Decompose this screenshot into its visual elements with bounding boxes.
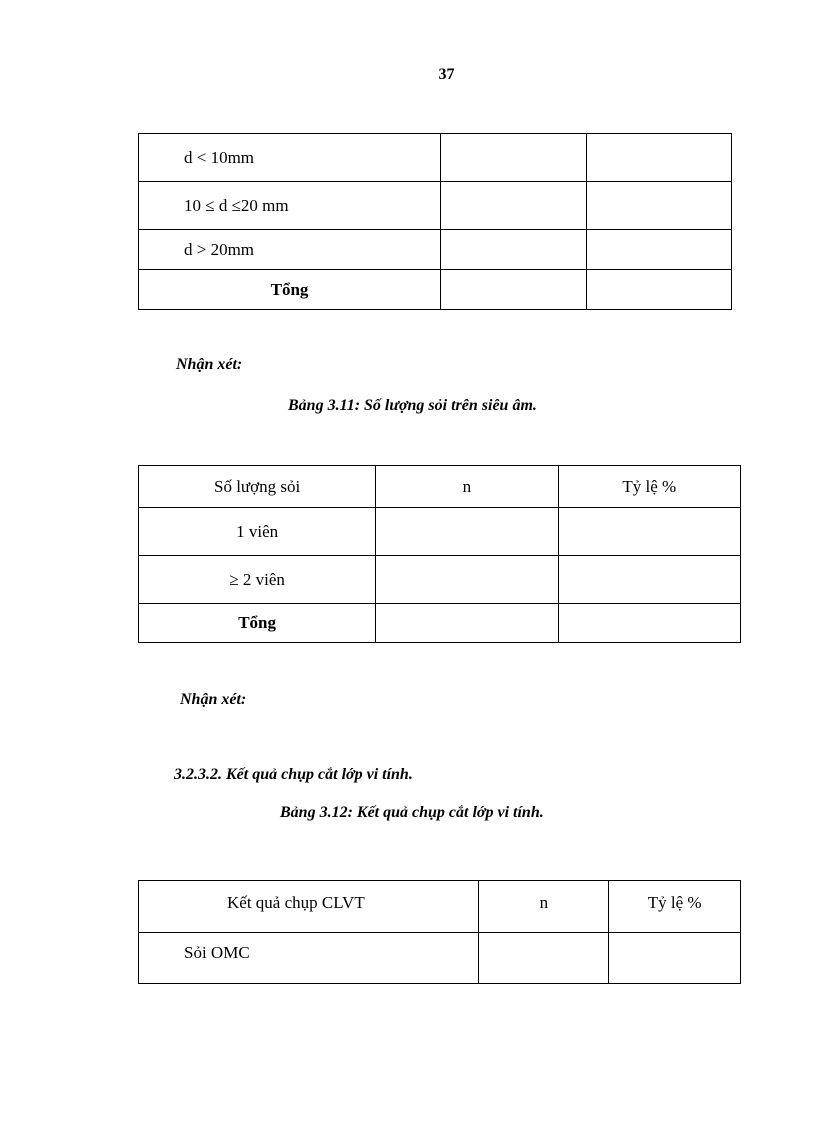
table-cell-pct [558, 508, 740, 556]
table-caption-3-12: Bảng 3.12: Kết quả chụp cắt lớp vi tính. [280, 804, 544, 821]
stone-count-table [138, 465, 741, 643]
column-header: n [376, 466, 558, 508]
column-header: Tỷ lệ % [558, 466, 740, 508]
table-caption-3-11: Bảng 3.11: Số lượng sỏi trên siêu âm. [288, 397, 537, 414]
table-cell-label: 10 ≤ d ≤20 mm [139, 182, 441, 230]
table-cell-n [441, 270, 586, 310]
remark-label: Nhận xét: [180, 691, 247, 708]
table-row [139, 270, 732, 310]
table-row [139, 230, 732, 270]
table-cell-n [441, 182, 586, 230]
table-row [139, 556, 741, 604]
table-row [139, 134, 732, 182]
table-cell-n [441, 134, 586, 182]
table-cell-pct [558, 604, 740, 643]
table-cell-pct [586, 134, 731, 182]
table-cell-label: Sỏi OMC [139, 933, 479, 984]
column-header: Số lượng sỏi [139, 466, 376, 508]
ct-result-table [138, 880, 741, 984]
column-header: Kết quả chụp CLVT [139, 881, 479, 933]
table-cell-label: 1 viên [139, 508, 376, 556]
table-cell-pct [609, 933, 741, 984]
table-cell-n [376, 556, 558, 604]
section-heading: 3.2.3.2. Kết quả chụp cắt lớp vi tính. [174, 766, 413, 783]
page-number: 37 [438, 66, 455, 83]
table-cell-label: d < 10mm [139, 134, 441, 182]
table-cell-total-label: Tổng [139, 270, 441, 310]
table-header-row [139, 881, 741, 933]
table-row [139, 933, 741, 984]
table-cell-n [376, 508, 558, 556]
table-cell-pct [586, 182, 731, 230]
column-header: n [479, 881, 609, 933]
table-cell-n [479, 933, 609, 984]
table-cell-n [441, 230, 586, 270]
column-header: Tỷ lệ % [609, 881, 741, 933]
table-row [139, 182, 732, 230]
table-row [139, 604, 741, 643]
table-cell-pct [586, 270, 731, 310]
table-header-row [139, 466, 741, 508]
table-cell-pct [586, 230, 731, 270]
table-row [139, 508, 741, 556]
table-cell-total-label: Tổng [139, 604, 376, 643]
table-cell-label: ≥ 2 viên [139, 556, 376, 604]
table-cell-n [376, 604, 558, 643]
remark-label: Nhận xét: [176, 356, 243, 373]
table-cell-pct [558, 556, 740, 604]
table-cell-label: d > 20mm [139, 230, 441, 270]
stone-size-table [138, 133, 732, 310]
